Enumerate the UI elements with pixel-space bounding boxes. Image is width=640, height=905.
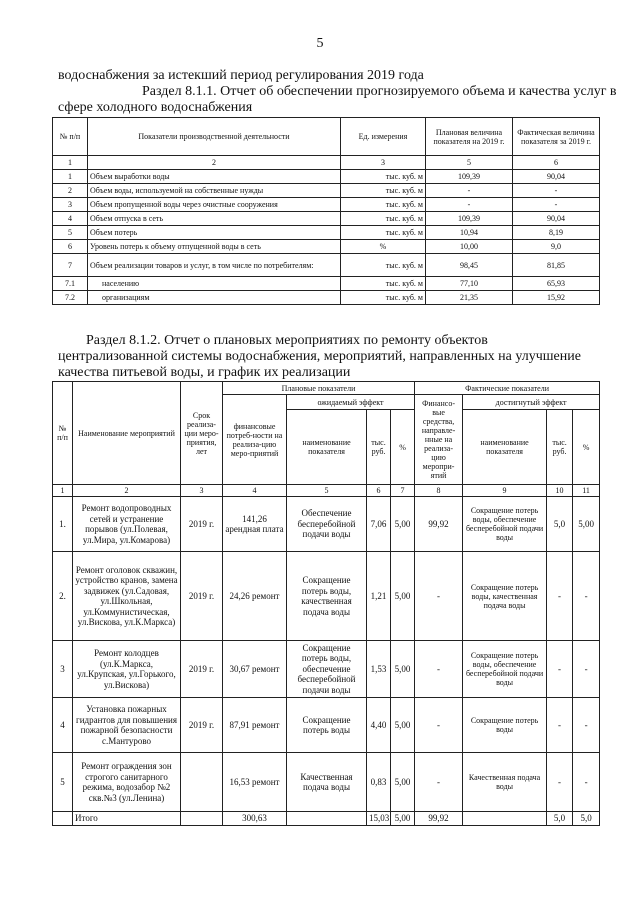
row-actual-pct: -: [573, 641, 600, 698]
row-num: 4: [53, 212, 88, 226]
header-planned-fin: финансовые потреб-ности на реализа-цию меро-приятий: [223, 395, 287, 485]
row-num: 7.2: [53, 291, 88, 305]
row-indicator: организациям: [88, 291, 341, 305]
row-fin: 24,26 ремонт: [223, 552, 287, 641]
total-actual-fin: 99,92: [415, 812, 463, 826]
table-row: [53, 753, 600, 812]
row-actual-effect: Сокращение потерь воды, обеспечение бесперебойной подачи воды: [463, 641, 547, 698]
row-plan: 10,00: [426, 240, 513, 254]
row-fact: 90,04: [513, 170, 600, 184]
intro-line: водоснабжения за истекший период регулирования 2019 года: [58, 68, 424, 83]
row-measure-name: Ремонт оголовок скважин, устройство кранов, замена задвижек (ул.Садовая, ул.Школьная, ул.Коммунистическая, ул.Вискова, ул.К.Маркса): [73, 552, 181, 641]
table1-header-row: [53, 118, 600, 156]
row-actual-pct: 5,00: [573, 497, 600, 552]
row-plan: 10,94: [426, 226, 513, 240]
row-num: 2.: [53, 552, 73, 641]
table-row: [53, 291, 600, 305]
table-row: [53, 254, 600, 277]
header-effect-name-2: наименование показателя: [463, 410, 547, 485]
row-num: 1: [53, 170, 88, 184]
row-fin: 30,67 ремонт: [223, 641, 287, 698]
table-row: [53, 641, 600, 698]
header-num: № п/п: [53, 118, 88, 156]
row-plan: 109,39: [426, 212, 513, 226]
row-fact: 81,85: [513, 254, 600, 277]
header-term: Срок реализа-ции меро-приятия, лет: [181, 382, 223, 485]
colnum: 3: [181, 485, 223, 497]
total-rub: 15,03: [367, 812, 391, 826]
total-actual-rub: 5,0: [547, 812, 573, 826]
row-effect: Обеспечение бесперебойной подачи воды: [287, 497, 367, 552]
row-indicator: Объем пропущенной воды через очистные сооружения: [88, 198, 341, 212]
production-indicators-table: [52, 117, 600, 305]
total-pct: 5,00: [391, 812, 415, 826]
row-effect: Сокращение потерь воды, обеспечение бесперебойной подачи воды: [287, 641, 367, 698]
row-actual-effect: Сокращение потерь воды, качественная подача воды: [463, 552, 547, 641]
row-fin: 16,53 ремонт: [223, 753, 287, 812]
row-fin: 87,91 ремонт: [223, 698, 287, 753]
row-measure-name: Ремонт колодцев (ул.К.Маркса, ул.Крупская, ул.Горького, ул.Вискова): [73, 641, 181, 698]
row-rub: 4,40: [367, 698, 391, 753]
colnum: 8: [415, 485, 463, 497]
header-plan: Плановая величина показателя на 2019 г.: [426, 118, 513, 156]
header-measure-name: Наименование мероприятий: [73, 382, 181, 485]
colnum: 2: [88, 156, 341, 170]
table-row: [53, 212, 600, 226]
row-num: 2: [53, 184, 88, 198]
row-actual-pct: -: [573, 552, 600, 641]
row-actual-fin: 99,92: [415, 497, 463, 552]
colnum: 2: [73, 485, 181, 497]
table-row: [53, 198, 600, 212]
row-measure-name: Установка пожарных гидрантов для повышения пожарной безопасности с.Мантурово: [73, 698, 181, 753]
colnum: 10: [547, 485, 573, 497]
header-num: № п/п: [53, 382, 73, 485]
row-plan: -: [426, 198, 513, 212]
row-pct: 5,00: [391, 753, 415, 812]
row-unit: тыс. куб. м: [341, 184, 426, 198]
total-row: [53, 812, 600, 826]
row-effect: Сокращение потерь воды: [287, 698, 367, 753]
row-actual-effect: Сокращение потерь воды, обеспечение бесперебойной подачи воды: [463, 497, 547, 552]
section1-title-line2: сфере холодного водоснабжения: [58, 100, 253, 115]
row-plan: 98,45: [426, 254, 513, 277]
header-unit: Ед. измерения: [341, 118, 426, 156]
row-actual-pct: -: [573, 698, 600, 753]
row-unit: тыс. куб. м: [341, 254, 426, 277]
table-row: [53, 698, 600, 753]
row-actual-rub: 5,0: [547, 497, 573, 552]
row-indicator: Объем реализации товаров и услуг, в том числе по потребителям:: [88, 254, 341, 277]
page-number: 5: [316, 36, 324, 51]
row-unit: тыс. куб. м: [341, 291, 426, 305]
row-pct: 5,00: [391, 552, 415, 641]
section2-title-line3: качества питьевой воды, и график их реализации: [58, 365, 351, 380]
header-indicator: Показатели производственной деятельности: [88, 118, 341, 156]
total-label: Итого: [73, 812, 181, 826]
row-num: 3: [53, 641, 73, 698]
row-indicator: Объем выработки воды: [88, 170, 341, 184]
row-pct: 5,00: [391, 497, 415, 552]
row-unit: тыс. куб. м: [341, 226, 426, 240]
row-fact: 9,0: [513, 240, 600, 254]
row-unit: тыс. куб. м: [341, 170, 426, 184]
row-measure-name: Ремонт ограждения зон строгого санитарного режима, водозабор №2 скв.№3 (ул.Ленина): [73, 753, 181, 812]
colnum: 6: [367, 485, 391, 497]
row-indicator: Уровень потерь к объему отпущенной воды в сеть: [88, 240, 341, 254]
row-measure-name: Ремонт водопроводных сетей и устранение порывов (ул.Полевая, ул.Мира, ул.Комарова): [73, 497, 181, 552]
colnum: 9: [463, 485, 547, 497]
table-row: [53, 184, 600, 198]
row-actual-pct: -: [573, 753, 600, 812]
table-row: [53, 226, 600, 240]
row-fact: 8,19: [513, 226, 600, 240]
row-plan: 77,10: [426, 277, 513, 291]
row-actual-rub: -: [547, 641, 573, 698]
colnum: 6: [513, 156, 600, 170]
row-actual-fin: -: [415, 753, 463, 812]
row-rub: 0,83: [367, 753, 391, 812]
row-rub: 1,53: [367, 641, 391, 698]
table-row: [53, 170, 600, 184]
row-num: 6: [53, 240, 88, 254]
row-term: 2019 г.: [181, 497, 223, 552]
row-actual-fin: -: [415, 698, 463, 753]
header-tys-rub-2: тыс. руб.: [547, 410, 573, 485]
total-fin: 300,63: [223, 812, 287, 826]
row-indicator: Объем потерь: [88, 226, 341, 240]
colnum: 5: [426, 156, 513, 170]
row-num: 5: [53, 753, 73, 812]
row-num: 3: [53, 198, 88, 212]
row-fact: -: [513, 184, 600, 198]
row-indicator: населению: [88, 277, 341, 291]
row-pct: 5,00: [391, 698, 415, 753]
section2-title-line2: централизованной системы водоснабжения, мероприятий, направленных на улучшение: [58, 349, 581, 364]
header-actual: Фактические показатели: [415, 382, 600, 395]
row-actual-fin: -: [415, 641, 463, 698]
colnum: 1: [53, 156, 88, 170]
colnum: 4: [223, 485, 287, 497]
row-num: 5: [53, 226, 88, 240]
row-term: 2019 г.: [181, 552, 223, 641]
row-unit: тыс. куб. м: [341, 198, 426, 212]
row-actual-rub: -: [547, 753, 573, 812]
row-fin: 141,26 арендная плата: [223, 497, 287, 552]
row-num: 1.: [53, 497, 73, 552]
colnum: 5: [287, 485, 367, 497]
row-plan: 109,39: [426, 170, 513, 184]
table-row: [53, 240, 600, 254]
header-achieved-effect: достигнутый эффект: [463, 395, 600, 410]
colnum: 7: [391, 485, 415, 497]
row-effect: Качественная подача воды: [287, 753, 367, 812]
total-actual-pct: 5,0: [573, 812, 600, 826]
table-row: [53, 497, 600, 552]
row-unit: тыс. куб. м: [341, 277, 426, 291]
row-unit: тыс. куб. м: [341, 212, 426, 226]
row-rub: 1,21: [367, 552, 391, 641]
row-actual-effect: Качественная подача воды: [463, 753, 547, 812]
table2-colnum-row: [53, 485, 600, 497]
section1-title-line1: Раздел 8.1.1. Отчет об обеспечении прогнозируемого объема и качества услуг в: [142, 84, 617, 99]
row-fact: 15,92: [513, 291, 600, 305]
table1-colnum-row: [53, 156, 600, 170]
colnum: 1: [53, 485, 73, 497]
row-num: 7: [53, 254, 88, 277]
row-indicator: Объем воды, используемой на собственные нужды: [88, 184, 341, 198]
row-actual-rub: -: [547, 698, 573, 753]
table2-header-row-1: [53, 382, 600, 395]
row-indicator: Объем отпуска в сеть: [88, 212, 341, 226]
header-expected-effect: ожидаемый эффект: [287, 395, 415, 410]
row-effect: Сокращение потерь воды, качественная подача воды: [287, 552, 367, 641]
row-plan: 21,35: [426, 291, 513, 305]
row-actual-rub: -: [547, 552, 573, 641]
header-pct-2: %: [573, 410, 600, 485]
header-tys-rub: тыс. руб.: [367, 410, 391, 485]
measures-table: [52, 381, 600, 826]
row-fact: 90,04: [513, 212, 600, 226]
header-fact: Фактическая величина показателя за 2019 г.: [513, 118, 600, 156]
row-unit: %: [341, 240, 426, 254]
colnum: 3: [341, 156, 426, 170]
table-row: [53, 552, 600, 641]
row-plan: -: [426, 184, 513, 198]
row-term: 2019 г.: [181, 698, 223, 753]
header-actual-fin: Финансо-вые средства, направле-нные на реализа-цию меропри-ятий: [415, 395, 463, 485]
row-num: 7.1: [53, 277, 88, 291]
row-term: 2019 г.: [181, 641, 223, 698]
row-rub: 7,06: [367, 497, 391, 552]
table-row: [53, 277, 600, 291]
row-pct: 5,00: [391, 641, 415, 698]
row-actual-effect: Сокращение потерь воды: [463, 698, 547, 753]
row-actual-fin: -: [415, 552, 463, 641]
row-num: 4: [53, 698, 73, 753]
row-term: [181, 753, 223, 812]
header-planned: Плановые показатели: [223, 382, 415, 395]
section2-title-line1: Раздел 8.1.2. Отчет о плановых мероприятиях по ремонту объектов: [86, 333, 488, 348]
colnum: 11: [573, 485, 600, 497]
row-fact: -: [513, 198, 600, 212]
header-effect-name: наименование показателя: [287, 410, 367, 485]
row-fact: 65,93: [513, 277, 600, 291]
header-pct: %: [391, 410, 415, 485]
